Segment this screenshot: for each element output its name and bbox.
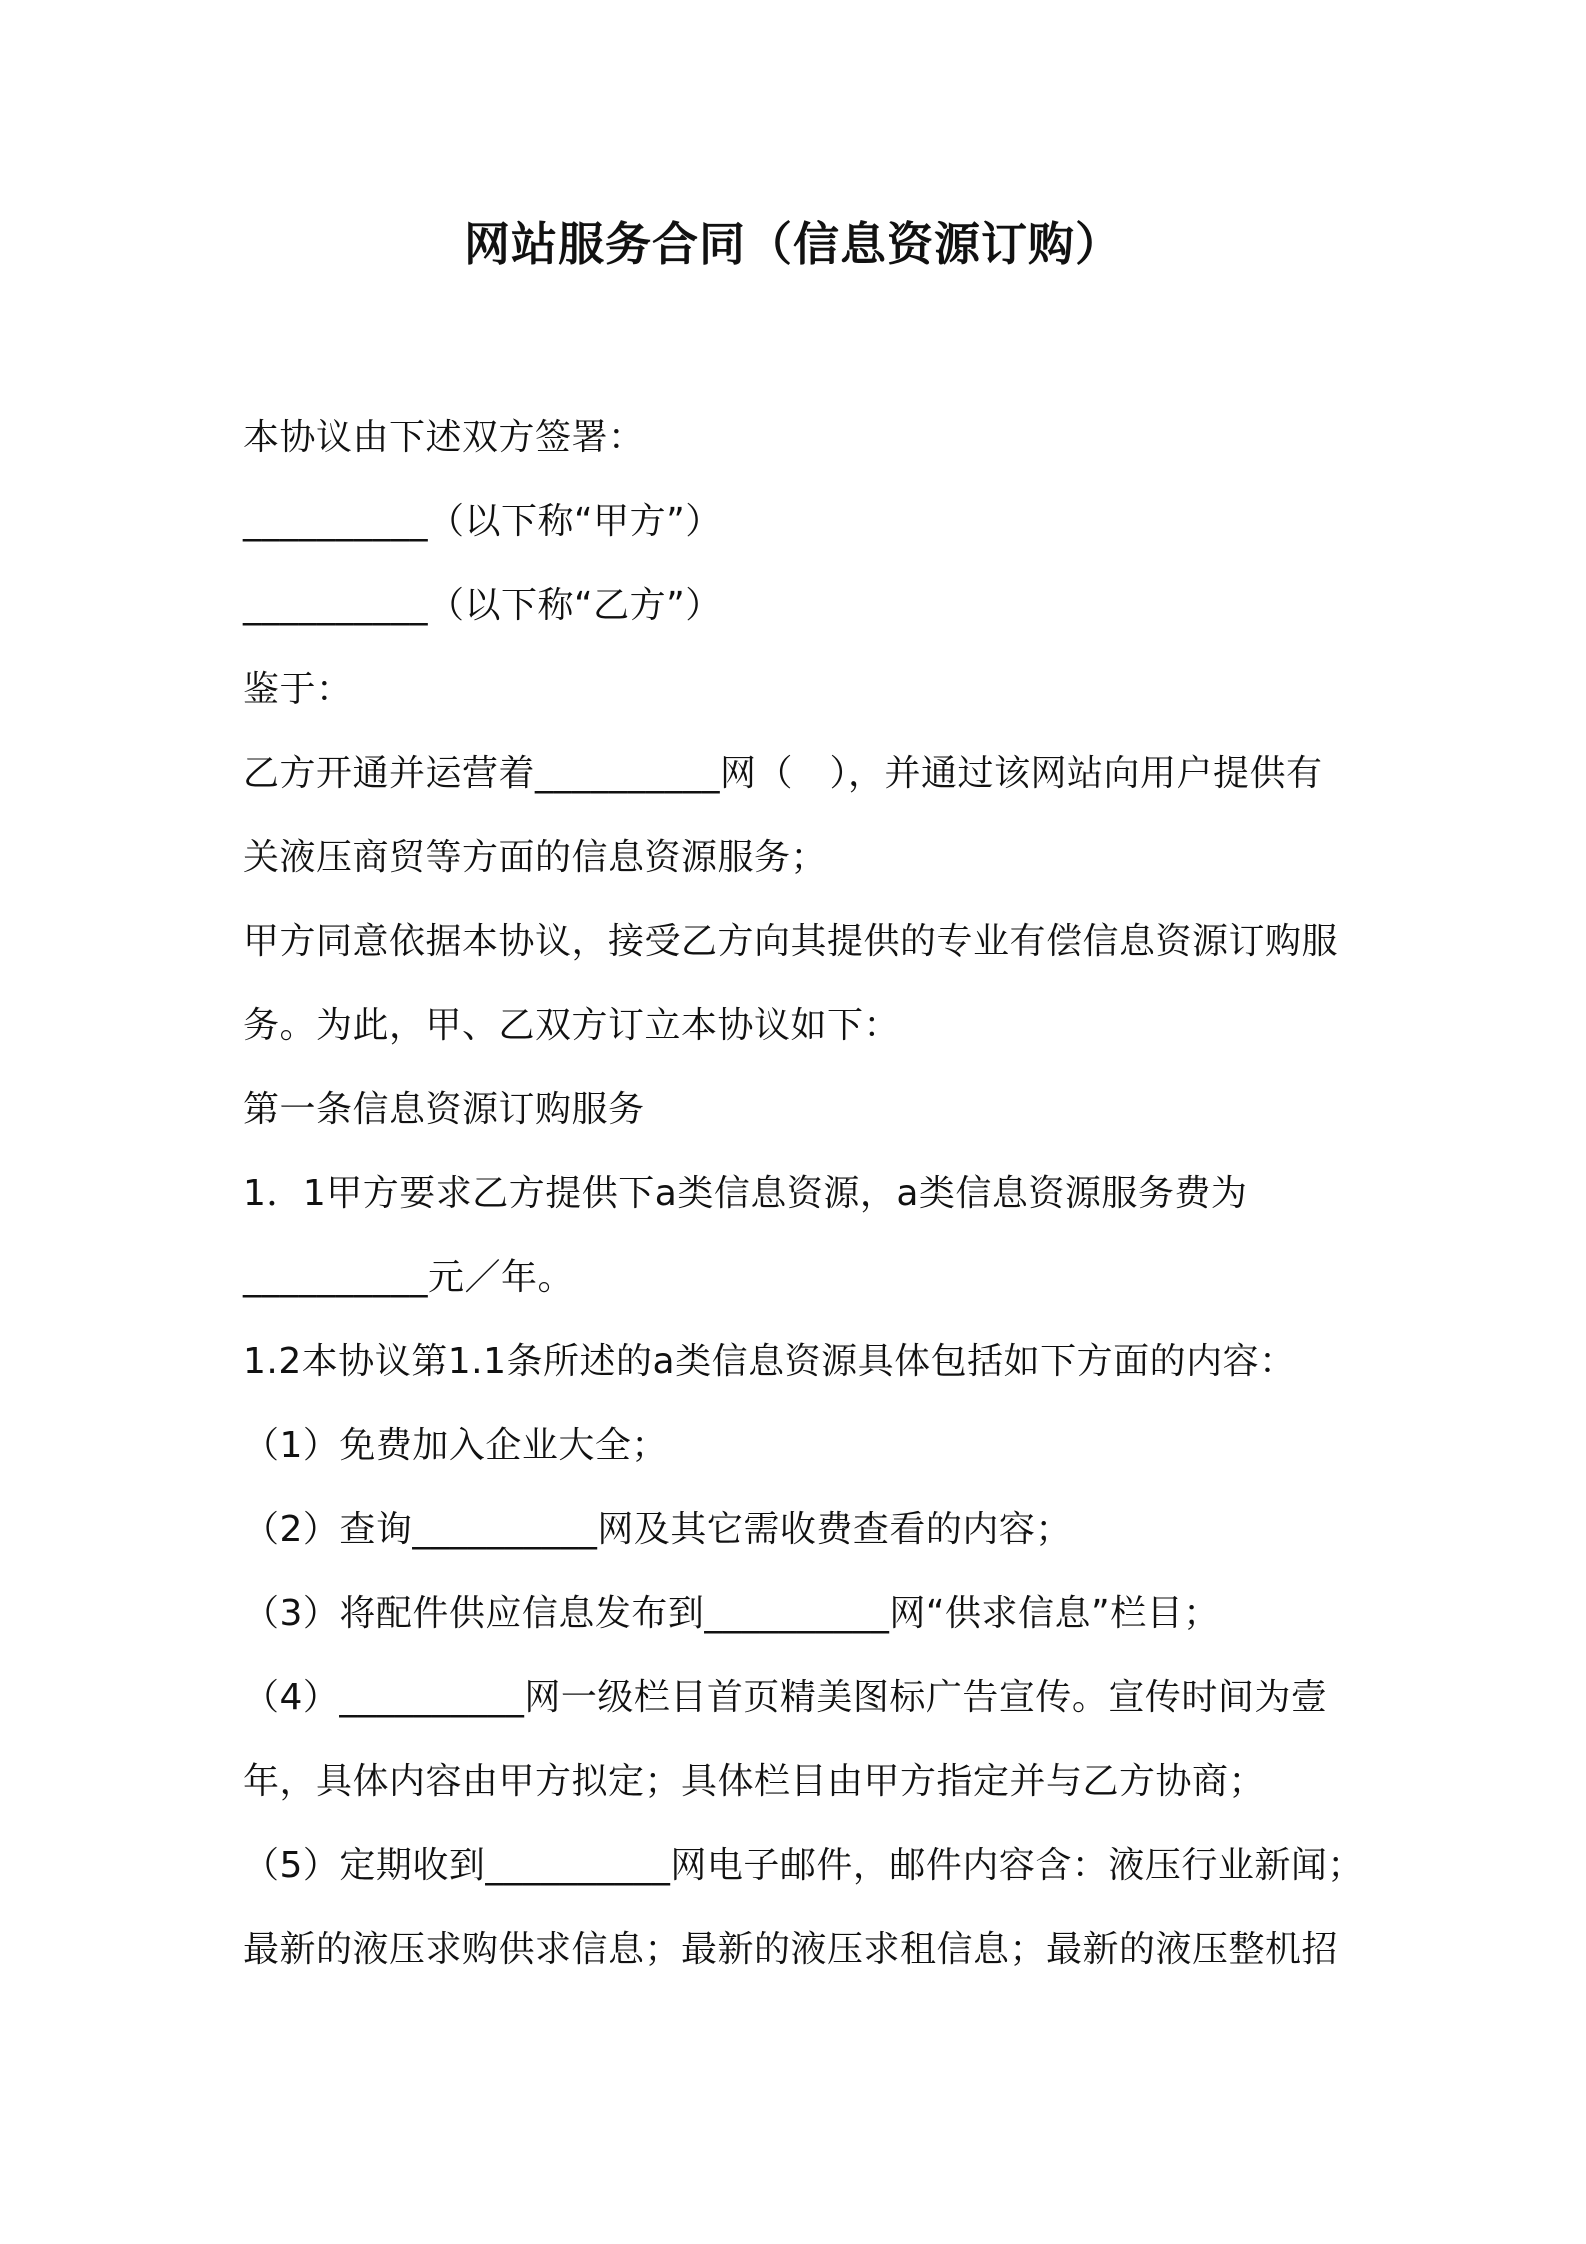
document-title: 网站服务合同（信息资源订购） (464, 217, 1122, 271)
list-item: （4）__________网一级栏目首页精美图标广告宣传。宣传时间为壹 (243, 1677, 1328, 1718)
list-item: （3）将配件供应信息发布到__________网“供求信息”栏目； (243, 1593, 1220, 1634)
text-line: 鉴于： (243, 669, 353, 710)
text-line: 年，具体内容由甲方拟定；具体栏目由甲方指定并与乙方协商； (243, 1761, 1266, 1802)
text-line: 1.2本协议第1.1条所述的a类信息资源具体包括如下方面的内容： (243, 1341, 1296, 1382)
text-line: __________（以下称“甲方”） (243, 501, 722, 542)
list-item: （5）定期收到__________网电子邮件，邮件内容含：液压行业新闻； (243, 1845, 1364, 1886)
text-line: 乙方开通并运营着__________网（ ），并通过该网站向用户提供有 (243, 753, 1323, 794)
list-item: （2）查询__________网及其它需收费查看的内容； (243, 1509, 1072, 1550)
text-line: 最新的液压求购供求信息；最新的液压求租信息；最新的液压整机招 (243, 1929, 1339, 1970)
section-heading: 第一条信息资源订购服务 (243, 1089, 645, 1130)
text-line: 本协议由下述双方签署： (243, 417, 645, 458)
text-line: 甲方同意依据本协议，接受乙方向其提供的专业有偿信息资源订购服 (243, 921, 1339, 962)
text-line: 1．1甲方要求乙方提供下a类信息资源，a类信息资源服务费为 (243, 1173, 1248, 1214)
text-line: __________（以下称“乙方”） (243, 585, 722, 626)
text-line: 关液压商贸等方面的信息资源服务； (243, 837, 828, 878)
list-item: （1）免费加入企业大全； (243, 1425, 668, 1466)
text-line: __________元／年。 (243, 1257, 575, 1298)
text-line: 务。为此，甲、乙双方订立本协议如下： (243, 1005, 901, 1046)
